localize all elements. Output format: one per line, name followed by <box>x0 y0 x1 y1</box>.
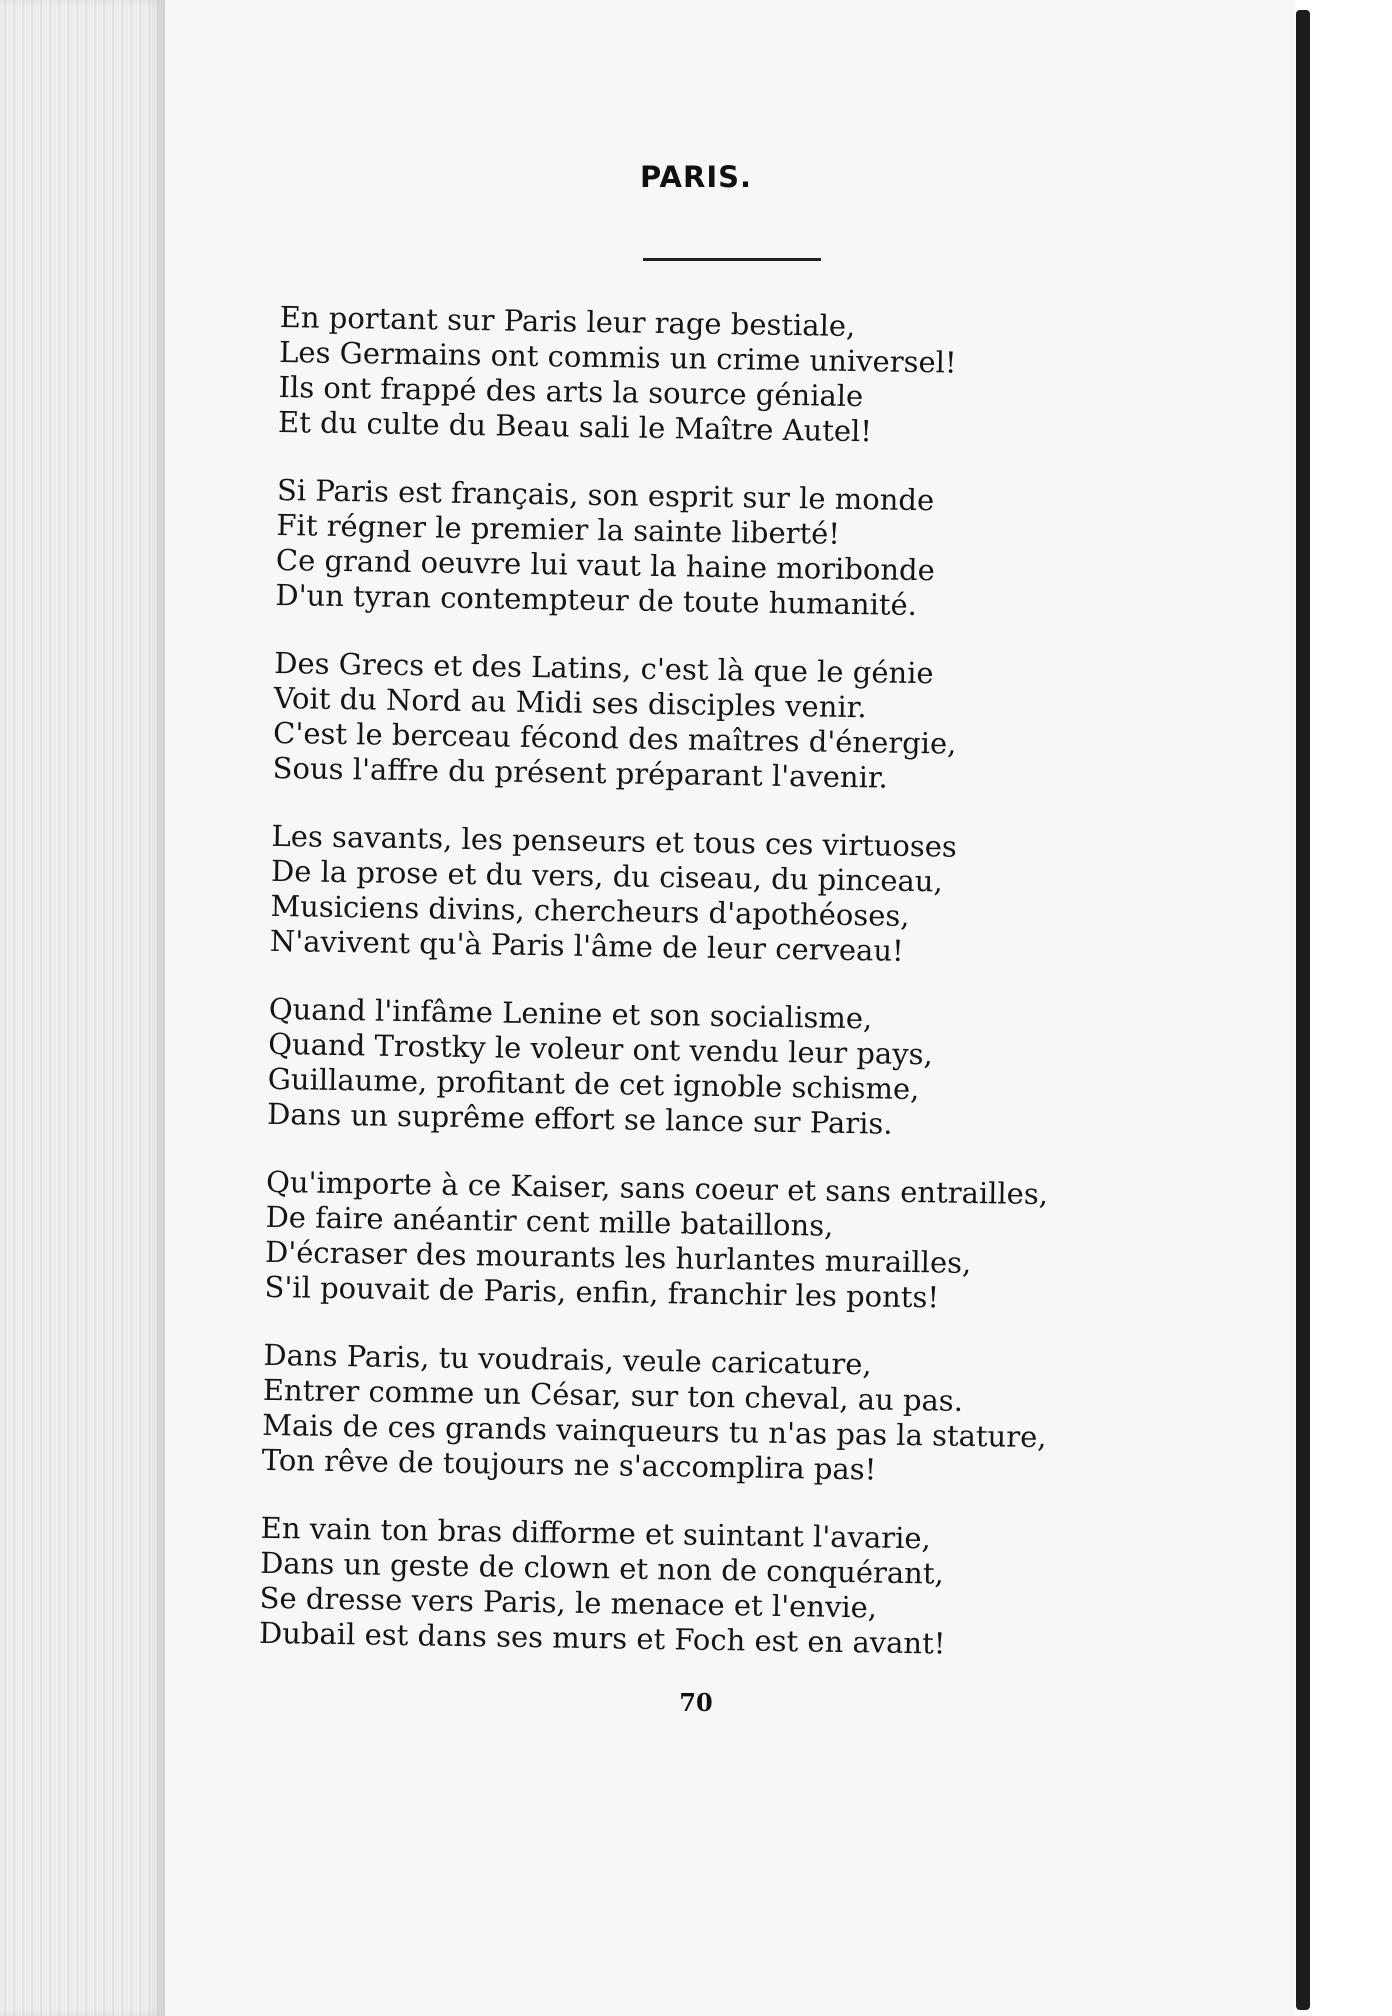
stanza <box>275 473 1157 627</box>
verse-line: Dans un geste de clown et non de conquérant, <box>259 1545 945 1591</box>
verse-line: S'il pouvait de Paris, enfin, franchir les ponts! <box>264 1269 940 1315</box>
stanza <box>261 1338 1143 1492</box>
verse-line: Fit régner le premier la sainte liberté! <box>276 507 841 551</box>
stanza <box>259 1511 1141 1665</box>
verse-line: D'un tyran contempteur de toute humanité. <box>275 577 918 623</box>
verse-line: Entrer comme un César, sur ton cheval, au pas. <box>262 1372 964 1418</box>
verse-line: Ton rêve de toujours ne s'accomplira pas! <box>261 1442 877 1487</box>
verse-line: Mais de ces grands vainqueurs tu n'as pas la stature, <box>262 1407 1047 1455</box>
verse-line: Quand l'infâme Lenine et son socialisme, <box>268 991 873 1036</box>
poem-body <box>258 300 1160 1698</box>
verse-line: Dans Paris, tu voudrais, veule caricature, <box>263 1337 872 1382</box>
title-rule <box>643 258 821 261</box>
verse-line: N'avivent qu'à Paris l'âme de leur cerveau! <box>269 923 904 968</box>
verse-line: D'écraser des mourants les hurlantes murailles, <box>264 1234 972 1280</box>
verse-line: Ce grand oeuvre lui vaut la haine moribonde <box>275 542 936 588</box>
verse-line: Dans un suprême effort se lance sur Paris. <box>266 1096 893 1141</box>
verse-line: C'est le berceau fécond des maîtres d'énergie, <box>272 715 957 761</box>
verse-line: Et du culte du Beau sali le Maître Autel! <box>277 404 873 449</box>
verse-line: Ils ont frappé des arts la source géniale <box>278 369 864 414</box>
verse-line: Des Grecs et des Latins, c'est là que le génie <box>274 645 934 691</box>
verse-line: Les Germains ont commis un crime universel! <box>278 334 957 380</box>
verse-line: De faire anéantir cent mille bataillons, <box>265 1199 834 1243</box>
poem-title: PARIS. <box>639 160 753 194</box>
stanza <box>272 646 1154 800</box>
page-number: 70 <box>679 1688 713 1717</box>
verse-line: De la prose et du vers, du ciseau, du pinceau, <box>270 853 943 899</box>
verse-line: Musiciens divins, chercheurs d'apothéoses, <box>270 888 910 933</box>
verse-line: Les savants, les penseurs et tous ces virtuoses <box>271 818 958 864</box>
stanza <box>267 992 1149 1146</box>
verse-line: En vain ton bras difforme et suintant l'avarie, <box>260 1510 932 1556</box>
verse-line: Se dresse vers Paris, le menace et l'envie, <box>259 1580 878 1625</box>
verse-line: En portant sur Paris leur rage bestiale, <box>279 300 856 344</box>
verse-line: Dubail est dans ses murs et Foch est en avant! <box>258 1615 946 1661</box>
stanza <box>264 1165 1146 1319</box>
verse-line: Quand Trostky le voleur ont vendu leur pays, <box>268 1026 933 1072</box>
verse-line: Si Paris est français, son esprit sur le monde <box>276 472 935 518</box>
verse-line: Voit du Nord au Midi ses disciples venir. <box>273 680 867 725</box>
verse-line: Guillaume, profitant de cet ignoble schisme, <box>267 1061 920 1107</box>
stanza <box>278 300 1160 454</box>
stanza <box>270 819 1152 973</box>
verse-line: Sous l'affre du présent préparant l'avenir. <box>272 750 889 795</box>
verse-line: Qu'importe à ce Kaiser, sans coeur et sans entrailles, <box>265 1164 1049 1212</box>
